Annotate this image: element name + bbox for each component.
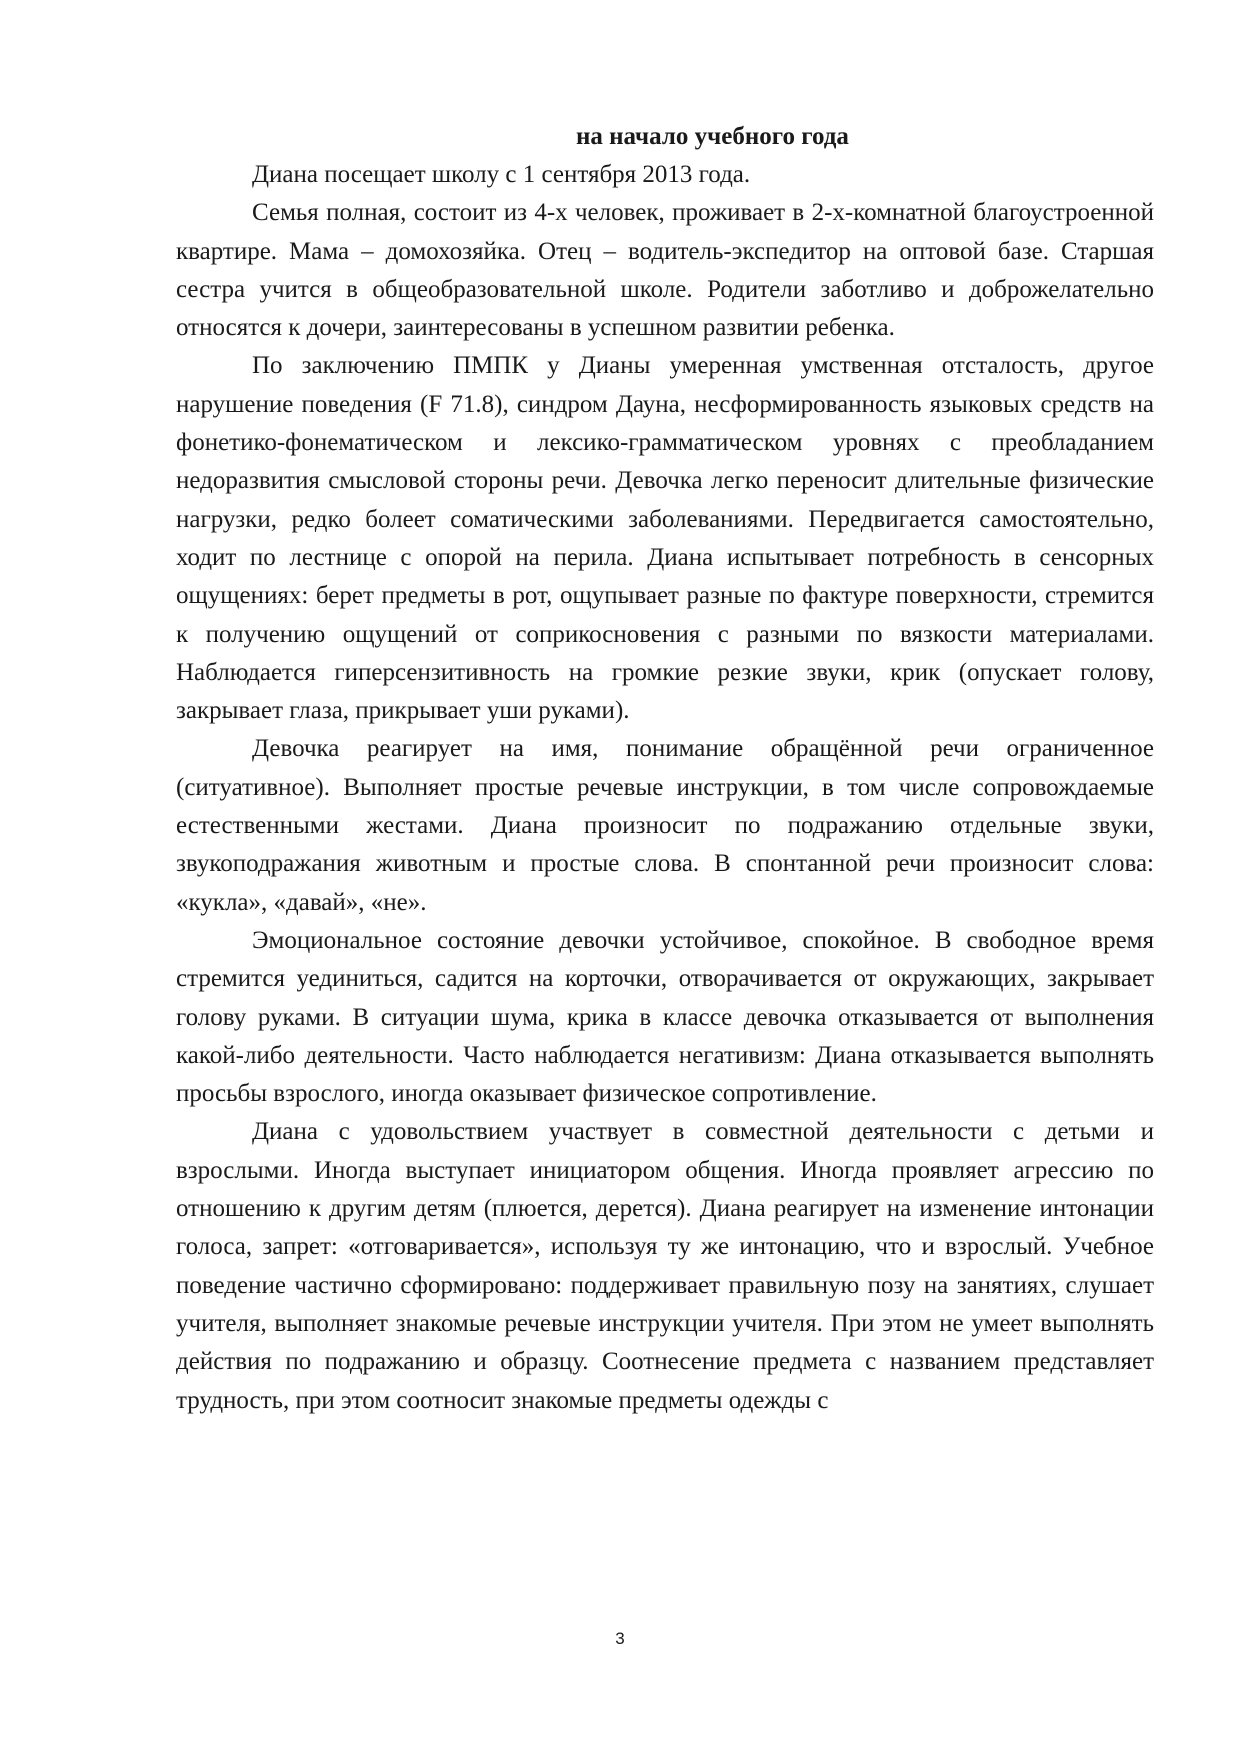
page-number: 3 — [615, 1629, 625, 1648]
paragraph-speech: Девочка реагирует на имя, понимание обращённой речи ограниченное (ситуативное). Выполняет простые речевые инструкции, в том числе сопровождаемые естественными жестами. Диана произносит по подражанию отдельные звуки, звукоподражания животным и простые слова. В спонтанной речи произносит слова: «кукла», «давай», «не». — [176, 735, 1154, 916]
paragraph-diagnosis: По заключению ПМПК у Дианы умеренная умственная отсталость, другое нарушение поведения (F 71.8), синдром Дауна, несформированность языковых средств на фонетико-фонематическом и лексико-грамматическом уровнях с преобладанием недоразвития смысловой стороны речи. Девочка легко переносит длительные физические нагрузки, редко болеет соматическими заболеваниями. Передвигается самостоятельно, ходит по лестнице с опорой на перила. Диана испытывает потребность в сенсорных ощущениях: берет предметы в рот, ощупывает разные по фактуре поверхности, стремится к получению ощущений от соприкосновения с разными по вязкости материалами. Наблюдается гиперсензитивность на громкие резкие звуки, крик (опускает голову, закрывает глаза, прикрывает уши руками). — [176, 352, 1154, 725]
document-body — [176, 118, 1154, 1420]
paragraph-school-attendance: Диана посещает школу с 1 сентября 2013 года. — [252, 161, 751, 188]
paragraph-emotional-state: Эмоциональное состояние девочки устойчивое, спокойное. В свободное время стремится уединиться, садится на корточки, отворачивается от окружающих, закрывает голову руками. В ситуации шума, крика в классе девочка отказывается от выполнения какой-либо деятельности. Часто наблюдается негативизм: Диана отказывается выполнять просьбы взрослого, иногда оказывает физическое сопротивление. — [176, 926, 1154, 1108]
section-heading: на начало учебного года — [576, 123, 849, 150]
paragraph-family: Семья полная, состоит из 4-х человек, проживает в 2-х-комнатной благоустроенной квартире. Мама – домохозяйка. Отец – водитель-экспедитор на оптовой базе. Старшая сестра учится в общеобразовательной школе. Родители заботливо и доброжелательно относятся к дочери, заинтересованы в успешном развитии ребенка. — [176, 199, 1154, 342]
paragraph-social-behavior: Диана с удовольствием участвует в совместной деятельности с детьми и взрослыми. Иногда выступает инициатором общения. Иногда проявляет агрессию по отношению к другим детям (плюется, дерется). Диана реагирует на изменение интонации голоса, запрет: «отговаривается», используя ту же интонацию, что и взрослый. Учебное поведение частично сформировано: поддерживает правильную позу на занятиях, слушает учителя, выполняет знакомые речевые инструкции учителя. При этом не умеет выполнять действия по подражанию и образцу. Соотнесение предмета с названием представляет трудность, при этом соотносит знакомые предметы одежды с — [176, 1118, 1154, 1414]
